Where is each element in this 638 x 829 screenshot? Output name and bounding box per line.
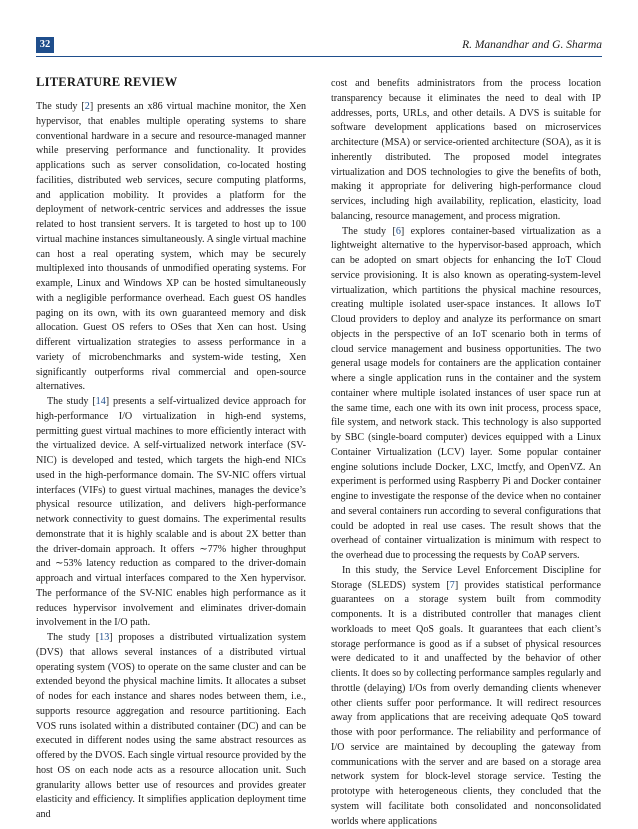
right-column bbox=[331, 77, 601, 829]
section-heading: LITERATURE REVIEW bbox=[36, 75, 178, 89]
paragraph: The study [13] proposes a distributed virtualization system (DVS) that allows several instances of a distributed virtual operating system (VOS) to operate on the same cluster and can be extended beyond the physical machine limits. It allocates a subset of nodes for each instance and shares nodes between them, i.e., supports resource aggregation and resource partitioning. Each VOS runs isolated within a distributed container (DC) and can be executed in different nodes using the same abstract resources as offered by the DVOS. Each single virtual resource provided by the host OS on each node acts as a resource allocation unit. Such granularity allows better use of resources and provides greater elasticity and efficiency. It simplifies application deployment time and bbox=[36, 632, 306, 820]
paragraph: The study [14] presents a self-virtualized device approach for high-performance I/O virtualization in high-end systems, permitting guest virtual machines to more efficiently interact with the virtualized device. A self-virtualized network interface (SV-NIC) is developed and tested, which targets the high-end NICs used in the high-performance domain. The SV-NIC offers virtual interfaces (VIFs) to guest virtual machines, manages the device’s physical resource utilization, and delivers high-performance network connectivity to guest domains. The experimental results demonstrate that it is highly scalable and is about 2X better than the driver-domain approach. It offers ∼77% higher throughput and ∼53% latency reduction as compared to the driver-domain approach and virtual interfaces compared to the Xen hypervisor. The performance of the SV-NIC enables high performance as it reduces hypervisor involvement and eliminates driver-domain involvement in the I/O path. bbox=[36, 396, 307, 629]
citation-link[interactable]: 13 bbox=[99, 632, 110, 643]
header-rule bbox=[36, 56, 602, 57]
paragraph: The study [6] explores container-based virtualization as a lightweight alternative to the hypervisor-based approach, which can be adopted on smart objects for enhancing the IoT Cloud service provisioning. It is also known as operating-system-level virtualization, which partitions the physical machine resources, creating multiple isolated user-space instances. It allows IoT Cloud providers to deploy and analyze its performance on smart objects in the perspective of an IoT scenario both in terms of cloud service management and business opportunities. The two general usage models for containers are the application container where a single application runs in the container and the system container where multiple isolated instances of user space run at the same time, each one with its own init process, process space, file system, and network stack. This technology is also supported by SBC (single-board computer) devices equipped with a Linux Container Virtualization (LCV) layer. Some popular container engine solutions include Docker, LXC, lmctfy, and OpenVZ. An experiment is performed using Raspberry Pi and Docker container engine to investigate the response of the device when no container and several containers run according to several configurations that could be adopted in real use cases. The result shows that the overhead of container virtualization is minimum with respect to the overhead due to processing the requests by CoAP servers. bbox=[331, 225, 601, 561]
page-number: 32 bbox=[36, 37, 54, 53]
paragraph: The study [2] presents an x86 virtual machine monitor, the Xen hypervisor, that enables multiple operating systems to share conventional hardware in a secure and resource-managed manner while preserving performance and functionality. It provides applications such as server consolidation, co-located hosting facilities, distributed web services, secure computing platforms, and application mobility. It provides a platform for the deployment of network-centric services and addresses the issue related to host transient servers. It is targeted to host up to 100 virtual machine instances simultaneously. A single virtual machine can host a real operating system, which may be securely multiplexed into thousands of unmodified operating systems. For example, Linux and Windows XP can be hosted simultaneously with a negligible performance overhead. Each guest OS handles paging on its own, with its own guaranteed memory and disk allocation. Guest OS refers to OSes that Xen can host. Using different virtualization strategies to assess performance in a variety of microbenchmarks and system-wide testing, Xen significantly outperforms rival commercial and open-source alternatives. bbox=[36, 101, 306, 393]
running-head: R. Manandhar and G. Sharma bbox=[462, 39, 602, 51]
paragraph: In this study, the Service Level Enforcement Discipline for Storage (SLEDS) system [7] provides statistical performance guarantees on a storage system built from commodity components. It is a distributed controller that manages client workloads to meet QoS goals. It guarantees that each client’s storage performance is good as if a subset of physical resources were dedicated to it and unaffected by the behavior of other clients. It does so by collecting performance samples regularly and throttle (delaying) I/Os from overly demanding clients whenever other clients suffer poor performance. It will redirect resources away from applications that are receiving adequate QoS toward those with poor performance. The reliability and performance of I/O service are maintained by decoupling the gateway from communications with the server and are based on a storage area network system for block-level storage service. Testing the prototype with heterogeneous clients, they concluded that the system will facilitate both consolidated and nonconsolidated worlds where applications bbox=[331, 564, 602, 827]
paragraph: cost and benefits administrators from the process location transparency because it eliminates the need to deal with IP addresses, ports, URLs, and other details. A DVS is suitable for software development applications based on microservices architecture (MSA) or service-oriented architecture (SOA), as it is inherently distributed. The proposed model integrates virtualization and DOS technologies to give the benefits of both, making it appropriate for delivering high-performance cloud services, including high availability, replication, elasticity, load balancing, resource management, and process migration. bbox=[331, 78, 601, 222]
citation-link[interactable]: 7 bbox=[449, 579, 455, 591]
citation-link[interactable]: 14 bbox=[95, 396, 106, 407]
page-header bbox=[36, 37, 602, 53]
citation-link[interactable]: 6 bbox=[395, 225, 401, 237]
citation-link[interactable]: 2 bbox=[84, 101, 90, 112]
left-column bbox=[36, 74, 306, 823]
